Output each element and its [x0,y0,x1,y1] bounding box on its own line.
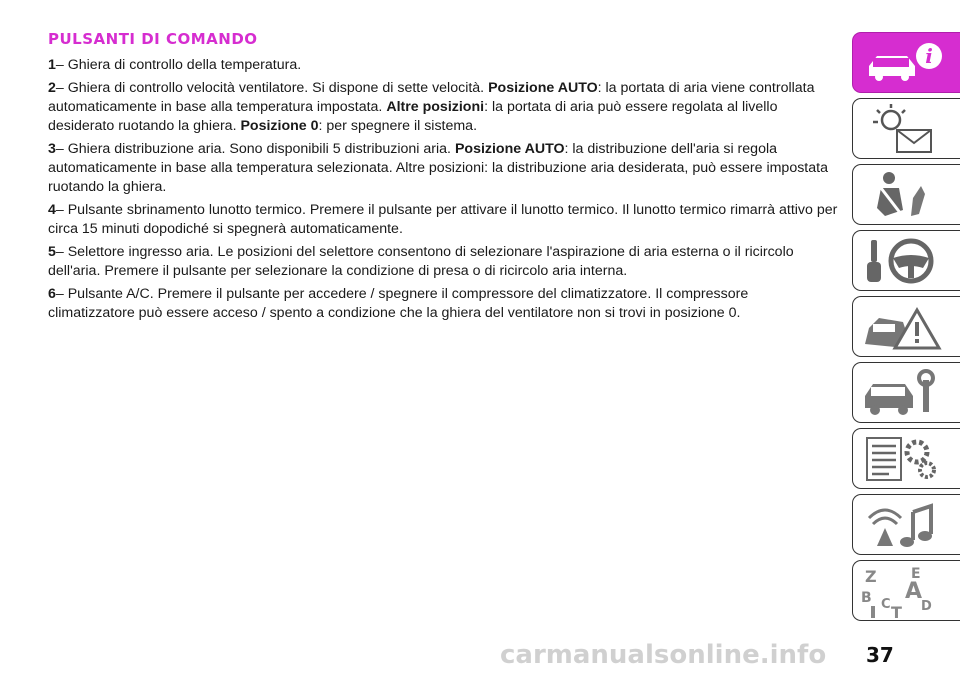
index-letter: T [891,603,902,618]
tab-multimedia[interactable] [852,494,960,555]
alphabetical-index-icon [859,564,949,618]
control-item [48,79,838,136]
tab-warning-lights[interactable] [852,98,960,159]
index-letter: C [881,597,891,612]
item-number: 3 [48,141,56,157]
item-text: : la portata di aria viene controllata automaticamente in base alla temperatura impostata. [48,80,815,115]
chapter-tabs [852,32,960,626]
item-text: : la distribuzione dell'aria si regola automaticamente in base alla temperatura selezionata. Altre posizioni: la distribuzione aria desiderata, può essere impostata ruotando la ghiera. [48,141,828,195]
index-letter: Z [865,567,877,586]
control-item [48,201,838,239]
control-item [48,56,838,75]
item-text: : la portata di aria può essere regolata al livello desiderato ruotando la ghiera. [48,99,778,134]
tab-servicing[interactable] [852,362,960,423]
tab-safety[interactable] [852,164,960,225]
item-number: 2 [48,80,56,96]
seatbelt-airbag-icon [859,168,949,222]
item-bold-text: Posizione AUTO [488,80,598,96]
item-bold-text: Posizione AUTO [454,141,565,157]
index-letter: A [905,579,923,604]
page-number: 37 [866,643,894,667]
car-info-icon [859,36,949,90]
item-text: – Ghiera di controllo velocità ventilatore. Si dispone di sette velocità. [55,80,489,96]
car-crash-warning-icon [859,300,949,354]
item-text: – Ghiera distribuzione aria. Sono disponibili 5 distribuzioni aria. [55,141,455,157]
multimedia-music-icon [859,498,949,552]
section-title: PULSANTI DI COMANDO [48,30,258,48]
specifications-gears-icon [859,432,949,486]
item-text: : per spegnere il sistema. [318,118,478,134]
item-number: 1 [48,57,56,73]
item-text: – Ghiera di controllo della temperatura. [55,57,302,73]
control-item [48,285,838,323]
car-wrench-icon [859,366,949,420]
item-number: 4 [48,202,56,218]
tab-index[interactable] [852,560,960,621]
index-letter: E [911,566,921,582]
item-bold-text: Altre posizioni [386,99,485,115]
item-number: 5 [48,244,56,260]
main-content [48,30,838,327]
svg-text:i: i [925,44,933,68]
item-list [48,56,838,323]
control-item [48,140,838,197]
index-letter: D [921,599,932,614]
warning-lights-message-icon [859,102,949,156]
item-text: – Pulsante A/C. Premere il pulsante per accedere / spegnere il compressore del climatizzatore. Il compressore climatizzatore può essere acceso / spento a condizione che la ghiera del ventilatore non si trovi in posizione 0. [48,286,749,321]
watermark: carmanualsonline.info [500,640,827,670]
index-letter: B [861,590,872,606]
item-text: – Selettore ingresso aria. Le posizioni del selettore consentono di selezionare l'aspirazione di aria esterna o il ricircolo dell'aria. Premere il pulsante per selezionare la condizione di presa o di ricircolo aria interna. [48,244,794,279]
tab-technical-data[interactable] [852,428,960,489]
tab-emergency[interactable] [852,296,960,357]
control-item [48,243,838,281]
tab-car-info[interactable] [852,32,960,93]
item-number: 6 [48,286,56,302]
item-text: – Pulsante sbrinamento lunotto termico. Premere il pulsante per attivare il lunotto termico. Il lunotto termico rimarrà attivo per circa 15 minuti dopodiché si spegnerà automaticamente. [48,202,838,237]
key-steering-wheel-icon [859,234,949,288]
item-bold-text: Posizione 0 [240,118,319,134]
tab-starting-driving[interactable] [852,230,960,291]
